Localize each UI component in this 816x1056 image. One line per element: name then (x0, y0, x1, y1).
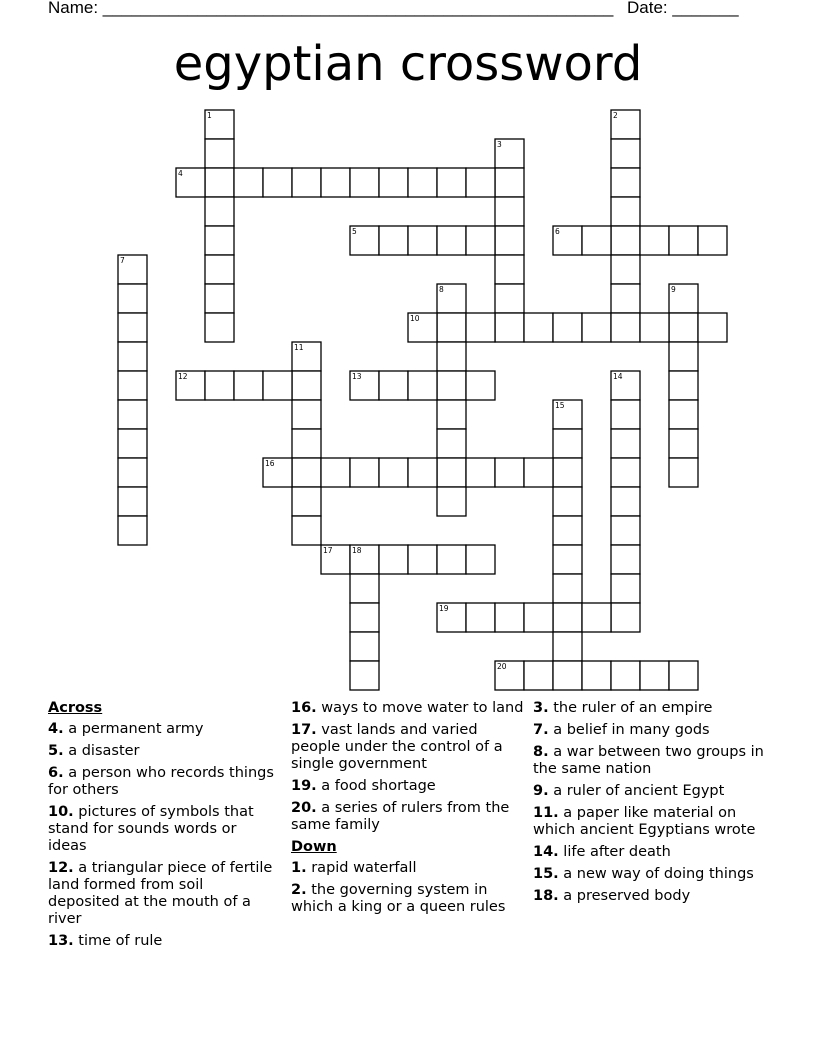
grid-cell[interactable] (553, 487, 582, 516)
grid-cell[interactable] (669, 371, 698, 400)
clue-number-label: 12 (178, 372, 188, 381)
grid-cell[interactable] (466, 371, 495, 400)
page-title: egyptian crossword (173, 36, 643, 92)
grid-cell[interactable] (292, 516, 321, 545)
grid-cell[interactable] (263, 371, 292, 400)
down-heading: Down (291, 839, 337, 855)
grid-cell[interactable] (437, 226, 466, 255)
clue-across-16: 16. ways to move water to land (291, 700, 524, 716)
grid-cell[interactable] (234, 168, 263, 197)
clue-number-label: 11 (294, 343, 304, 352)
grid-cell[interactable] (611, 400, 640, 429)
grid-cell[interactable] (553, 545, 582, 574)
grid-cell[interactable] (118, 400, 147, 429)
grid-cell[interactable] (437, 545, 466, 574)
grid-cell[interactable] (408, 371, 437, 400)
clue-number-label: 3 (497, 140, 502, 149)
clue-number-label: 5 (352, 227, 357, 236)
clue-number-label: 14 (613, 372, 623, 381)
grid-cell[interactable] (553, 603, 582, 632)
grid-cell[interactable] (553, 574, 582, 603)
grid-cell[interactable] (495, 603, 524, 632)
grid-cell[interactable] (611, 603, 640, 632)
clue-number-label: 6 (555, 227, 560, 236)
grid-cell[interactable] (350, 632, 379, 661)
grid-cell[interactable] (350, 168, 379, 197)
grid-cell[interactable] (524, 661, 553, 690)
grid-cell[interactable] (611, 226, 640, 255)
grid-cell[interactable] (669, 313, 698, 342)
grid-cell[interactable] (582, 661, 611, 690)
clue-down-11: 11. a paper like material on which ancient Egyptians wrote (533, 805, 756, 838)
grid-cell[interactable] (495, 168, 524, 197)
grid-cell[interactable] (611, 516, 640, 545)
grid-cell[interactable] (611, 661, 640, 690)
grid-cell[interactable] (495, 458, 524, 487)
grid-cell[interactable] (611, 139, 640, 168)
grid-cell[interactable] (350, 574, 379, 603)
grid-cell[interactable] (118, 516, 147, 545)
clue-down-1: 1. rapid waterfall (291, 860, 417, 876)
grid-cell[interactable] (118, 371, 147, 400)
grid-cell[interactable] (118, 342, 147, 371)
grid-cell[interactable] (350, 458, 379, 487)
clue-number-label: 18 (352, 546, 362, 555)
grid-cell[interactable] (292, 429, 321, 458)
grid-cell[interactable] (669, 226, 698, 255)
grid-cell[interactable] (292, 371, 321, 400)
grid-cell[interactable] (408, 226, 437, 255)
grid-cell[interactable] (582, 226, 611, 255)
clue-across-20: 20. a series of rulers from the same family (291, 800, 510, 833)
grid-cell[interactable] (611, 284, 640, 313)
grid-cell[interactable] (640, 226, 669, 255)
grid-cell[interactable] (553, 458, 582, 487)
clue-column-3 (533, 700, 769, 910)
date-field-line: Date: _______ (627, 0, 739, 17)
grid-cell[interactable] (350, 603, 379, 632)
grid-cell[interactable] (321, 458, 350, 487)
grid-cell[interactable] (118, 429, 147, 458)
clue-number-label: 7 (120, 256, 125, 265)
grid-cell[interactable] (408, 168, 437, 197)
grid-cell[interactable] (437, 400, 466, 429)
grid-cell[interactable] (292, 487, 321, 516)
grid-cell[interactable] (553, 516, 582, 545)
grid-cell[interactable] (437, 487, 466, 516)
clue-down-3: 3. the ruler of an empire (533, 700, 713, 716)
clue-column-2 (291, 700, 527, 921)
grid-cell[interactable] (205, 226, 234, 255)
clue-number-label: 1 (207, 111, 212, 120)
across-heading: Across (48, 700, 103, 716)
grid-cell[interactable] (669, 661, 698, 690)
grid-cell[interactable] (669, 342, 698, 371)
clue-across-19: 19. a food shortage (291, 778, 436, 794)
grid-cell[interactable] (292, 168, 321, 197)
clue-number-label: 17 (323, 546, 333, 555)
grid-cell[interactable] (205, 168, 234, 197)
grid-cell[interactable] (379, 226, 408, 255)
clue-across-4: 4. a permanent army (48, 721, 204, 737)
grid-cell[interactable] (611, 313, 640, 342)
clue-down-15: 15. a new way of doing things (533, 866, 754, 882)
grid-cell[interactable] (408, 458, 437, 487)
grid-cell[interactable] (408, 545, 437, 574)
clue-down-8: 8. a war between two groups in the same nation (533, 744, 764, 777)
grid-cell[interactable] (205, 371, 234, 400)
grid-cell[interactable] (205, 255, 234, 284)
grid-cell[interactable] (321, 168, 350, 197)
clue-across-6: 6. a person who records things for others (48, 765, 274, 798)
grid-cell[interactable] (553, 313, 582, 342)
grid-cell[interactable] (495, 313, 524, 342)
grid-cell[interactable] (582, 313, 611, 342)
grid-cell[interactable] (669, 458, 698, 487)
grid-cell[interactable] (611, 197, 640, 226)
grid-cell[interactable] (205, 197, 234, 226)
clue-down-7: 7. a belief in many gods (533, 722, 710, 738)
grid-cell[interactable] (553, 429, 582, 458)
grid-cell[interactable] (466, 458, 495, 487)
grid-cell[interactable] (524, 603, 553, 632)
grid-cell[interactable] (611, 168, 640, 197)
clue-number-label: 15 (555, 401, 565, 410)
grid-cell[interactable] (495, 255, 524, 284)
clue-number-label: 10 (410, 314, 420, 323)
grid-cell[interactable] (669, 429, 698, 458)
grid-cell[interactable] (553, 661, 582, 690)
clue-across-17: 17. vast lands and varied people under the control of a single government (291, 722, 503, 772)
clue-number-label: 16 (265, 459, 275, 468)
grid-cell[interactable] (466, 168, 495, 197)
grid-cell[interactable] (611, 429, 640, 458)
grid-cell[interactable] (466, 545, 495, 574)
grid-cell[interactable] (379, 371, 408, 400)
grid-cell[interactable] (437, 313, 466, 342)
grid-cell[interactable] (466, 226, 495, 255)
grid-cell[interactable] (350, 661, 379, 690)
clue-down-2: 2. the governing system in which a king or a queen rules (291, 882, 506, 915)
clue-across-5: 5. a disaster (48, 743, 140, 759)
grid-cell[interactable] (263, 168, 292, 197)
grid-cell[interactable] (437, 168, 466, 197)
grid-cell[interactable] (437, 458, 466, 487)
grid-cell[interactable] (292, 458, 321, 487)
grid-cell[interactable] (611, 545, 640, 574)
grid-cell[interactable] (669, 400, 698, 429)
grid-cell[interactable] (118, 313, 147, 342)
clue-number-label: 8 (439, 285, 444, 294)
grid-cell[interactable] (698, 226, 727, 255)
clue-number-label: 9 (671, 285, 676, 294)
grid-cell[interactable] (640, 661, 669, 690)
grid-cell[interactable] (118, 284, 147, 313)
clue-number-label: 2 (613, 111, 618, 120)
grid-cell[interactable] (379, 545, 408, 574)
grid-cell[interactable] (205, 284, 234, 313)
grid-cell[interactable] (611, 255, 640, 284)
grid-cell[interactable] (292, 400, 321, 429)
grid-cell[interactable] (466, 313, 495, 342)
name-field-line: Name: ______________________________________________________ (48, 0, 614, 17)
grid-cell[interactable] (524, 313, 553, 342)
clue-number-label: 4 (178, 169, 183, 178)
grid-cell[interactable] (118, 487, 147, 516)
grid-cell[interactable] (495, 226, 524, 255)
clue-number-label: 20 (497, 662, 507, 671)
grid-cell[interactable] (205, 139, 234, 168)
clue-down-18: 18. a preserved body (533, 888, 691, 904)
grid-cell[interactable] (437, 429, 466, 458)
grid-cell[interactable] (553, 632, 582, 661)
grid-cell[interactable] (582, 603, 611, 632)
grid-cell[interactable] (611, 487, 640, 516)
clue-number-label: 13 (352, 372, 362, 381)
grid-cell[interactable] (466, 603, 495, 632)
clue-number-label: 19 (439, 604, 449, 613)
clue-down-14: 14. life after death (533, 844, 671, 860)
grid-cell[interactable] (118, 458, 147, 487)
clue-across-12: 12. a triangular piece of fertile land formed from soil deposited at the mouth of a river (48, 860, 273, 927)
clue-down-9: 9. a ruler of ancient Egypt (533, 783, 725, 799)
grid-cell[interactable] (379, 458, 408, 487)
grid-cell[interactable] (611, 574, 640, 603)
grid-cell[interactable] (495, 284, 524, 313)
grid-cell[interactable] (524, 458, 553, 487)
grid-cell[interactable] (495, 197, 524, 226)
clue-column-1 (48, 700, 276, 955)
grid-cell[interactable] (234, 371, 263, 400)
clue-across-13: 13. time of rule (48, 933, 163, 949)
grid-cell[interactable] (379, 168, 408, 197)
grid-cell[interactable] (611, 458, 640, 487)
grid-cell[interactable] (437, 371, 466, 400)
grid-cell[interactable] (698, 313, 727, 342)
clue-across-10: 10. pictures of symbols that stand for sounds words or ideas (48, 804, 254, 854)
grid-cell[interactable] (640, 313, 669, 342)
grid-cell[interactable] (437, 342, 466, 371)
grid-cell[interactable] (205, 313, 234, 342)
